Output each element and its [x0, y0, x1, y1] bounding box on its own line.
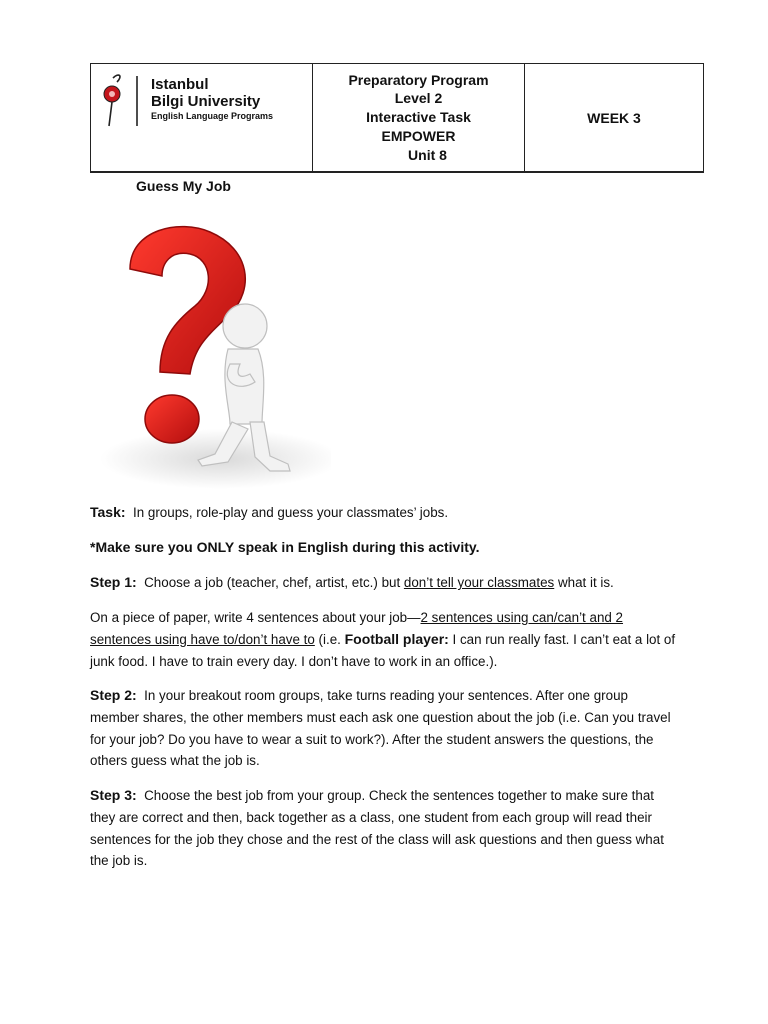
logo-line-1: Istanbul	[151, 76, 209, 93]
english-only-note: *Make sure you ONLY speak in English during this activity.	[90, 539, 480, 555]
program-cell	[313, 64, 525, 171]
logo-line-3: English Language Programs	[151, 111, 274, 121]
task-text: In groups, role-play and guess your classmates’ jobs.	[133, 505, 449, 520]
course-line: EMPOWER	[381, 127, 456, 144]
step1-label: Step 1:	[90, 574, 137, 590]
program-line: Preparatory Program	[348, 71, 489, 88]
question-mark-figure-icon	[90, 214, 331, 489]
page-title: Guess My Job	[136, 178, 231, 194]
step1-paragraph	[90, 572, 680, 594]
paper-text-b: (i.e.	[314, 631, 345, 647]
task-label: Task:	[90, 504, 126, 520]
step3-label: Step 3:	[90, 787, 137, 803]
paper-underlined: 2 sentences using can/can’t and 2 sentences using have to/don’t have to	[90, 610, 624, 647]
bilgi-emblem-icon	[99, 70, 143, 128]
header-table	[90, 63, 704, 173]
step1-text-a: Choose a job (teacher, chef, artist, etc.) but	[144, 575, 404, 590]
week-cell	[525, 64, 703, 171]
step1-text-b: what it is.	[554, 575, 614, 590]
logo-line-2: Bilgi University	[151, 93, 261, 110]
paper-text-c: I can run really fast. I can’t eat a lot of junk food. I have to train every day. I don’t have to work in an office.).	[90, 631, 676, 669]
step3-text: Choose the best job from your group. Check the sentences together to make sure that they are correct and then, back together as a class, one student from each group will read their sentences for the job they chose and the rest of the class will ask questions and then guess what the job is.	[90, 788, 664, 869]
unit-line: Unit 8	[408, 146, 447, 163]
paper-text-a: On a piece of paper, write 4 sentences about your job—	[90, 610, 421, 625]
example-job-label: Football player:	[344, 630, 449, 647]
step2-text: In your breakout room groups, take turns reading your sentences. After one group member shares, the other members must each ask one question about the job (i.e. Can you travel for your job? Do you have to wear a suit to work?). After the student answers the questions, the others guess what the job is.	[90, 688, 671, 769]
university-logo	[99, 70, 279, 130]
week-label: WEEK 3	[587, 109, 641, 126]
task-paragraph	[90, 502, 680, 524]
level-line: Level 2	[394, 90, 443, 107]
step1-underlined: don’t tell your classmates	[403, 575, 555, 590]
logo-cell	[91, 64, 313, 171]
step2-paragraph	[90, 685, 680, 772]
step3-paragraph	[90, 785, 680, 872]
task-type-line: Interactive Task	[366, 109, 471, 126]
step2-label: Step 2:	[90, 687, 137, 703]
sentences-instructions	[90, 607, 680, 672]
